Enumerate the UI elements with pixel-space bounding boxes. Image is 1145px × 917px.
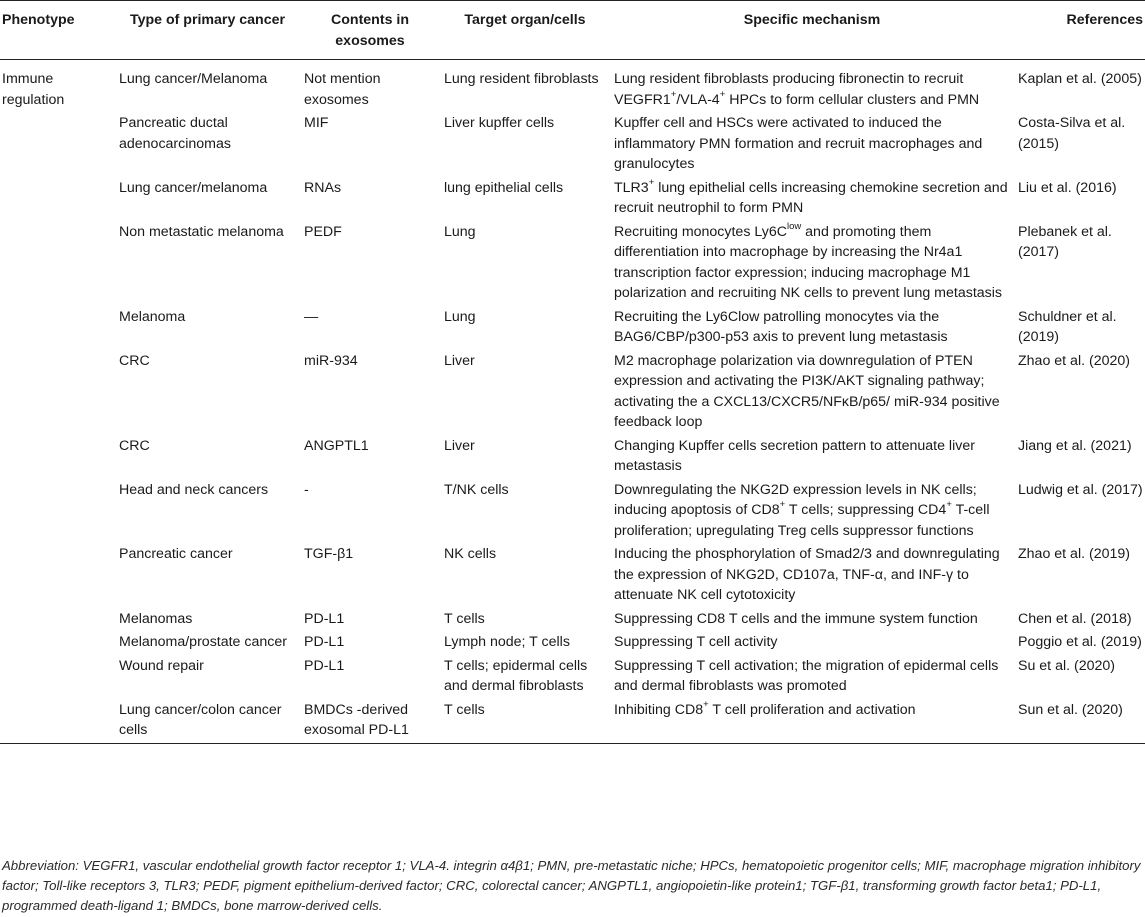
target-organ-cell: T cells; epidermal cells and dermal fibroblasts	[444, 657, 588, 694]
mechanism-text: Changing Kupffer cells secretion pattern to attenuate liver metastasis	[614, 437, 975, 474]
mechanism-superscript: +	[719, 88, 726, 100]
mechanism-superscript: low	[786, 220, 802, 232]
exosome-contents-cell: PD-L1	[304, 634, 345, 650]
table-row	[0, 436, 1145, 480]
mechanism-text: lung epithelial cells increasing chemokine secretion and recruit neutrophil to form PMN	[614, 179, 1008, 216]
header-target-organ: Target organ/cells	[440, 1, 610, 60]
mechanism-text: Recruiting monocytes Ly6C	[614, 223, 787, 240]
mechanism-cell	[610, 656, 1014, 700]
header-row	[0, 1, 1145, 60]
mechanism-text: T-cell proliferation; upregulating Treg cells suppressor functions	[614, 502, 990, 539]
target-organ-cell: T cells	[444, 610, 485, 627]
mechanism-cell	[610, 609, 1014, 633]
mechanism-text: Suppressing T cell activation; the migration of epidermal cells and dermal fibroblasts was promoted	[614, 657, 999, 694]
reference-cell: Chen et al. (2018)	[1018, 610, 1132, 627]
phenotype-cell	[0, 307, 115, 351]
mechanism-text: Inducing the phosphorylation of Smad2/3 and downregulating the expression of NKG2D, CD107a, TNF-α, and INF-γ to attenuate NK cell cytotoxicity	[614, 546, 1000, 603]
reference-cell: Plebanek et al. (2017)	[1018, 223, 1112, 260]
exosome-contents-cell: BMDCs -derived exosomal PD-L1	[300, 700, 440, 744]
target-organ-cell: Lung resident fibroblasts	[444, 71, 599, 87]
mechanism-cell	[610, 178, 1014, 222]
mechanism-superscript: +	[779, 499, 786, 511]
table-row	[0, 351, 1145, 436]
mechanism-cell	[610, 700, 1014, 744]
target-organ-cell: Lung	[444, 308, 476, 325]
mechanism-text: HPCs to form cellular clusters and PMN	[725, 91, 980, 108]
phenotype-cell	[0, 656, 115, 700]
phenotype-cell	[0, 632, 115, 656]
table-row	[0, 656, 1145, 700]
target-organ-cell: T cells	[440, 700, 610, 744]
abbreviation-footnote: Abbreviation: VEGFR1, vascular endothelial growth factor receptor 1; VLA-4. integrin α4β1; PMN, pre-metastatic niche; HPCs, hematopoietic progenitor cells; MIF, macrophage migration inhibitory factor; Toll-like receptors 3, TLR3; PEDF, pigment epithelium-derived factor; CRC, colorectal cancer; ANGPTL1, angiopoietin-like protein1; TGF-β1, transforming growth factor beta1; PD-L1, programmed death-ligand 1; BMDCs, bone marrow-derived cells.	[2, 858, 1141, 913]
table-row	[0, 307, 1145, 351]
reference-cell: Costa-Silva et al. (2015)	[1018, 115, 1126, 152]
target-organ-cell: NK cells	[444, 546, 497, 562]
reference-cell: Kaplan et al. (2005)	[1018, 71, 1142, 87]
target-organ-cell: Lymph node; T cells	[444, 634, 570, 650]
mechanism-cell	[610, 436, 1014, 480]
table-row	[0, 609, 1145, 633]
exosome-contents-cell: Not mention exosomes	[304, 71, 381, 108]
header-references: References	[1014, 1, 1145, 60]
mechanism-cell	[610, 480, 1014, 545]
mechanism-text: Recruiting the Ly6Clow patrolling monocytes via the BAG6/CBP/p300-p53 axis to prevent lung metastasis	[614, 308, 948, 345]
phenotype-cell	[0, 480, 115, 545]
reference-cell: Ludwig et al. (2017)	[1018, 481, 1143, 498]
exosome-contents-cell: MIF	[304, 115, 329, 131]
target-organ-cell: Liver	[444, 437, 475, 454]
reference-cell: Zhao et al. (2019)	[1018, 546, 1130, 562]
exosome-contents-cell: TGF-β1	[304, 546, 354, 562]
primary-cancer-cell: Lung cancer/Melanoma	[119, 71, 268, 87]
header-exosome-contents: Contents in exosomes	[300, 1, 440, 60]
phenotype-cell	[0, 351, 115, 436]
mechanism-text: T cells; suppressing CD4	[785, 502, 947, 518]
mechanism-cell	[610, 113, 1014, 178]
phenotype-cell	[0, 544, 115, 609]
table-row	[0, 632, 1145, 656]
exosome-contents-cell: RNAs	[304, 179, 342, 196]
phenotype-cell	[0, 436, 115, 480]
primary-cancer-cell: Melanoma	[119, 308, 186, 325]
reference-cell: Poggio et al. (2019)	[1018, 634, 1142, 650]
mechanism-superscript: +	[670, 88, 677, 100]
mechanism-text: M2 macrophage polarization via downregulation of PTEN expression and activating the PI3K/AKT signaling pathway; activating the a CXCL13/CXCR5/NFκB/p65/ miR-934 positive feedback loop	[614, 352, 1000, 430]
reference-cell: Su et al. (2020)	[1018, 657, 1116, 674]
mechanism-text: TLR3	[614, 179, 649, 196]
reference-cell: Sun et al. (2020)	[1014, 700, 1145, 744]
header-mechanism: Specific mechanism	[610, 1, 1014, 60]
primary-cancer-cell: Non metastatic melanoma	[119, 223, 284, 240]
phenotype-cell	[0, 700, 115, 744]
header-phenotype: Phenotype	[0, 1, 115, 60]
primary-cancer-cell: Lung cancer/colon cancer cells	[115, 700, 300, 744]
phenotype-cell	[0, 609, 115, 633]
mechanism-text: /VLA-4	[676, 91, 720, 108]
table-row	[0, 480, 1145, 545]
table-row	[0, 178, 1145, 222]
primary-cancer-cell: Head and neck cancers	[119, 481, 269, 498]
header-primary-cancer: Type of primary cancer	[115, 1, 300, 60]
primary-cancer-cell: Lung cancer/melanoma	[119, 179, 268, 196]
mechanism-text: Suppressing T cell activity	[614, 634, 778, 650]
phenotype-cell	[0, 178, 115, 222]
table-header	[0, 1, 1145, 60]
primary-cancer-cell: Melanomas	[119, 610, 193, 627]
exosome-contents-cell: PD-L1	[304, 657, 345, 674]
reference-cell: Schuldner et al. (2019)	[1018, 308, 1117, 345]
target-organ-cell: lung epithelial cells	[444, 179, 564, 196]
mechanism-superscript: +	[648, 176, 655, 188]
target-organ-cell: Liver	[444, 352, 475, 369]
phenotype-cell	[0, 222, 115, 307]
primary-cancer-cell: Melanoma/prostate cancer	[119, 634, 287, 650]
mechanism-cell	[610, 632, 1014, 656]
mechanism-superscript: +	[703, 698, 709, 710]
exosome-contents-cell: miR-934	[304, 352, 358, 369]
table-row	[0, 222, 1145, 307]
exosome-contents-cell: —	[304, 308, 319, 325]
target-organ-cell: Liver kupffer cells	[444, 115, 555, 131]
mechanism-cell	[610, 222, 1014, 307]
exosome-contents-cell: PD-L1	[304, 610, 345, 627]
mechanism-cell	[610, 60, 1014, 114]
primary-cancer-cell: Pancreatic cancer	[119, 546, 233, 562]
mechanism-text: Downregulating the NKG2D expression levels in NK cells; inducing apoptosis of CD8	[614, 481, 977, 518]
target-organ-cell: T/NK cells	[444, 481, 509, 498]
exosome-contents-cell: PEDF	[304, 223, 342, 240]
primary-cancer-cell: CRC	[119, 352, 150, 369]
target-organ-cell: Lung	[444, 223, 476, 240]
mechanism-superscript: +	[946, 499, 952, 511]
table-row	[0, 700, 1145, 744]
mechanism-text: T cell proliferation and activation	[708, 701, 916, 718]
primary-cancer-cell: Wound repair	[119, 657, 204, 674]
mechanism-text: and promoting them differentiation into macrophage by increasing the Nr4a1 transcription factor expression; inducing macrophage M1 polarization and recruiting NK cells to prevent lung metastasis	[614, 223, 1002, 301]
mechanism-text: Kupffer cell and HSCs were activated to induced the inflammatory PMN formation and recruit macrophages and granulocytes	[614, 115, 983, 172]
mechanism-text: Lung resident fibroblasts producing fibronectin to recruit VEGFR1	[614, 71, 964, 108]
table-row	[0, 60, 1145, 114]
mechanism-cell	[610, 544, 1014, 609]
table-row	[0, 113, 1145, 178]
exosome-contents-cell: -	[304, 481, 309, 498]
phenotype-cell	[0, 113, 115, 178]
table-row	[0, 544, 1145, 609]
mechanism-text: Inhibiting CD8	[614, 701, 704, 718]
reference-cell: Zhao et al. (2020)	[1018, 352, 1130, 369]
reference-cell: Jiang et al. (2021)	[1018, 437, 1132, 454]
primary-cancer-cell: Pancreatic ductal adenocarcinomas	[119, 115, 231, 152]
phenotype-cell: Immune regulation	[2, 71, 65, 108]
mechanism-cell	[610, 351, 1014, 436]
table-body	[0, 60, 1145, 744]
reference-cell: Liu et al. (2016)	[1018, 179, 1117, 196]
mechanism-cell	[610, 307, 1014, 351]
exosome-contents-cell: ANGPTL1	[304, 437, 369, 454]
primary-cancer-cell: CRC	[119, 437, 150, 454]
mechanism-text: Suppressing CD8 T cells and the immune system function	[614, 610, 978, 627]
